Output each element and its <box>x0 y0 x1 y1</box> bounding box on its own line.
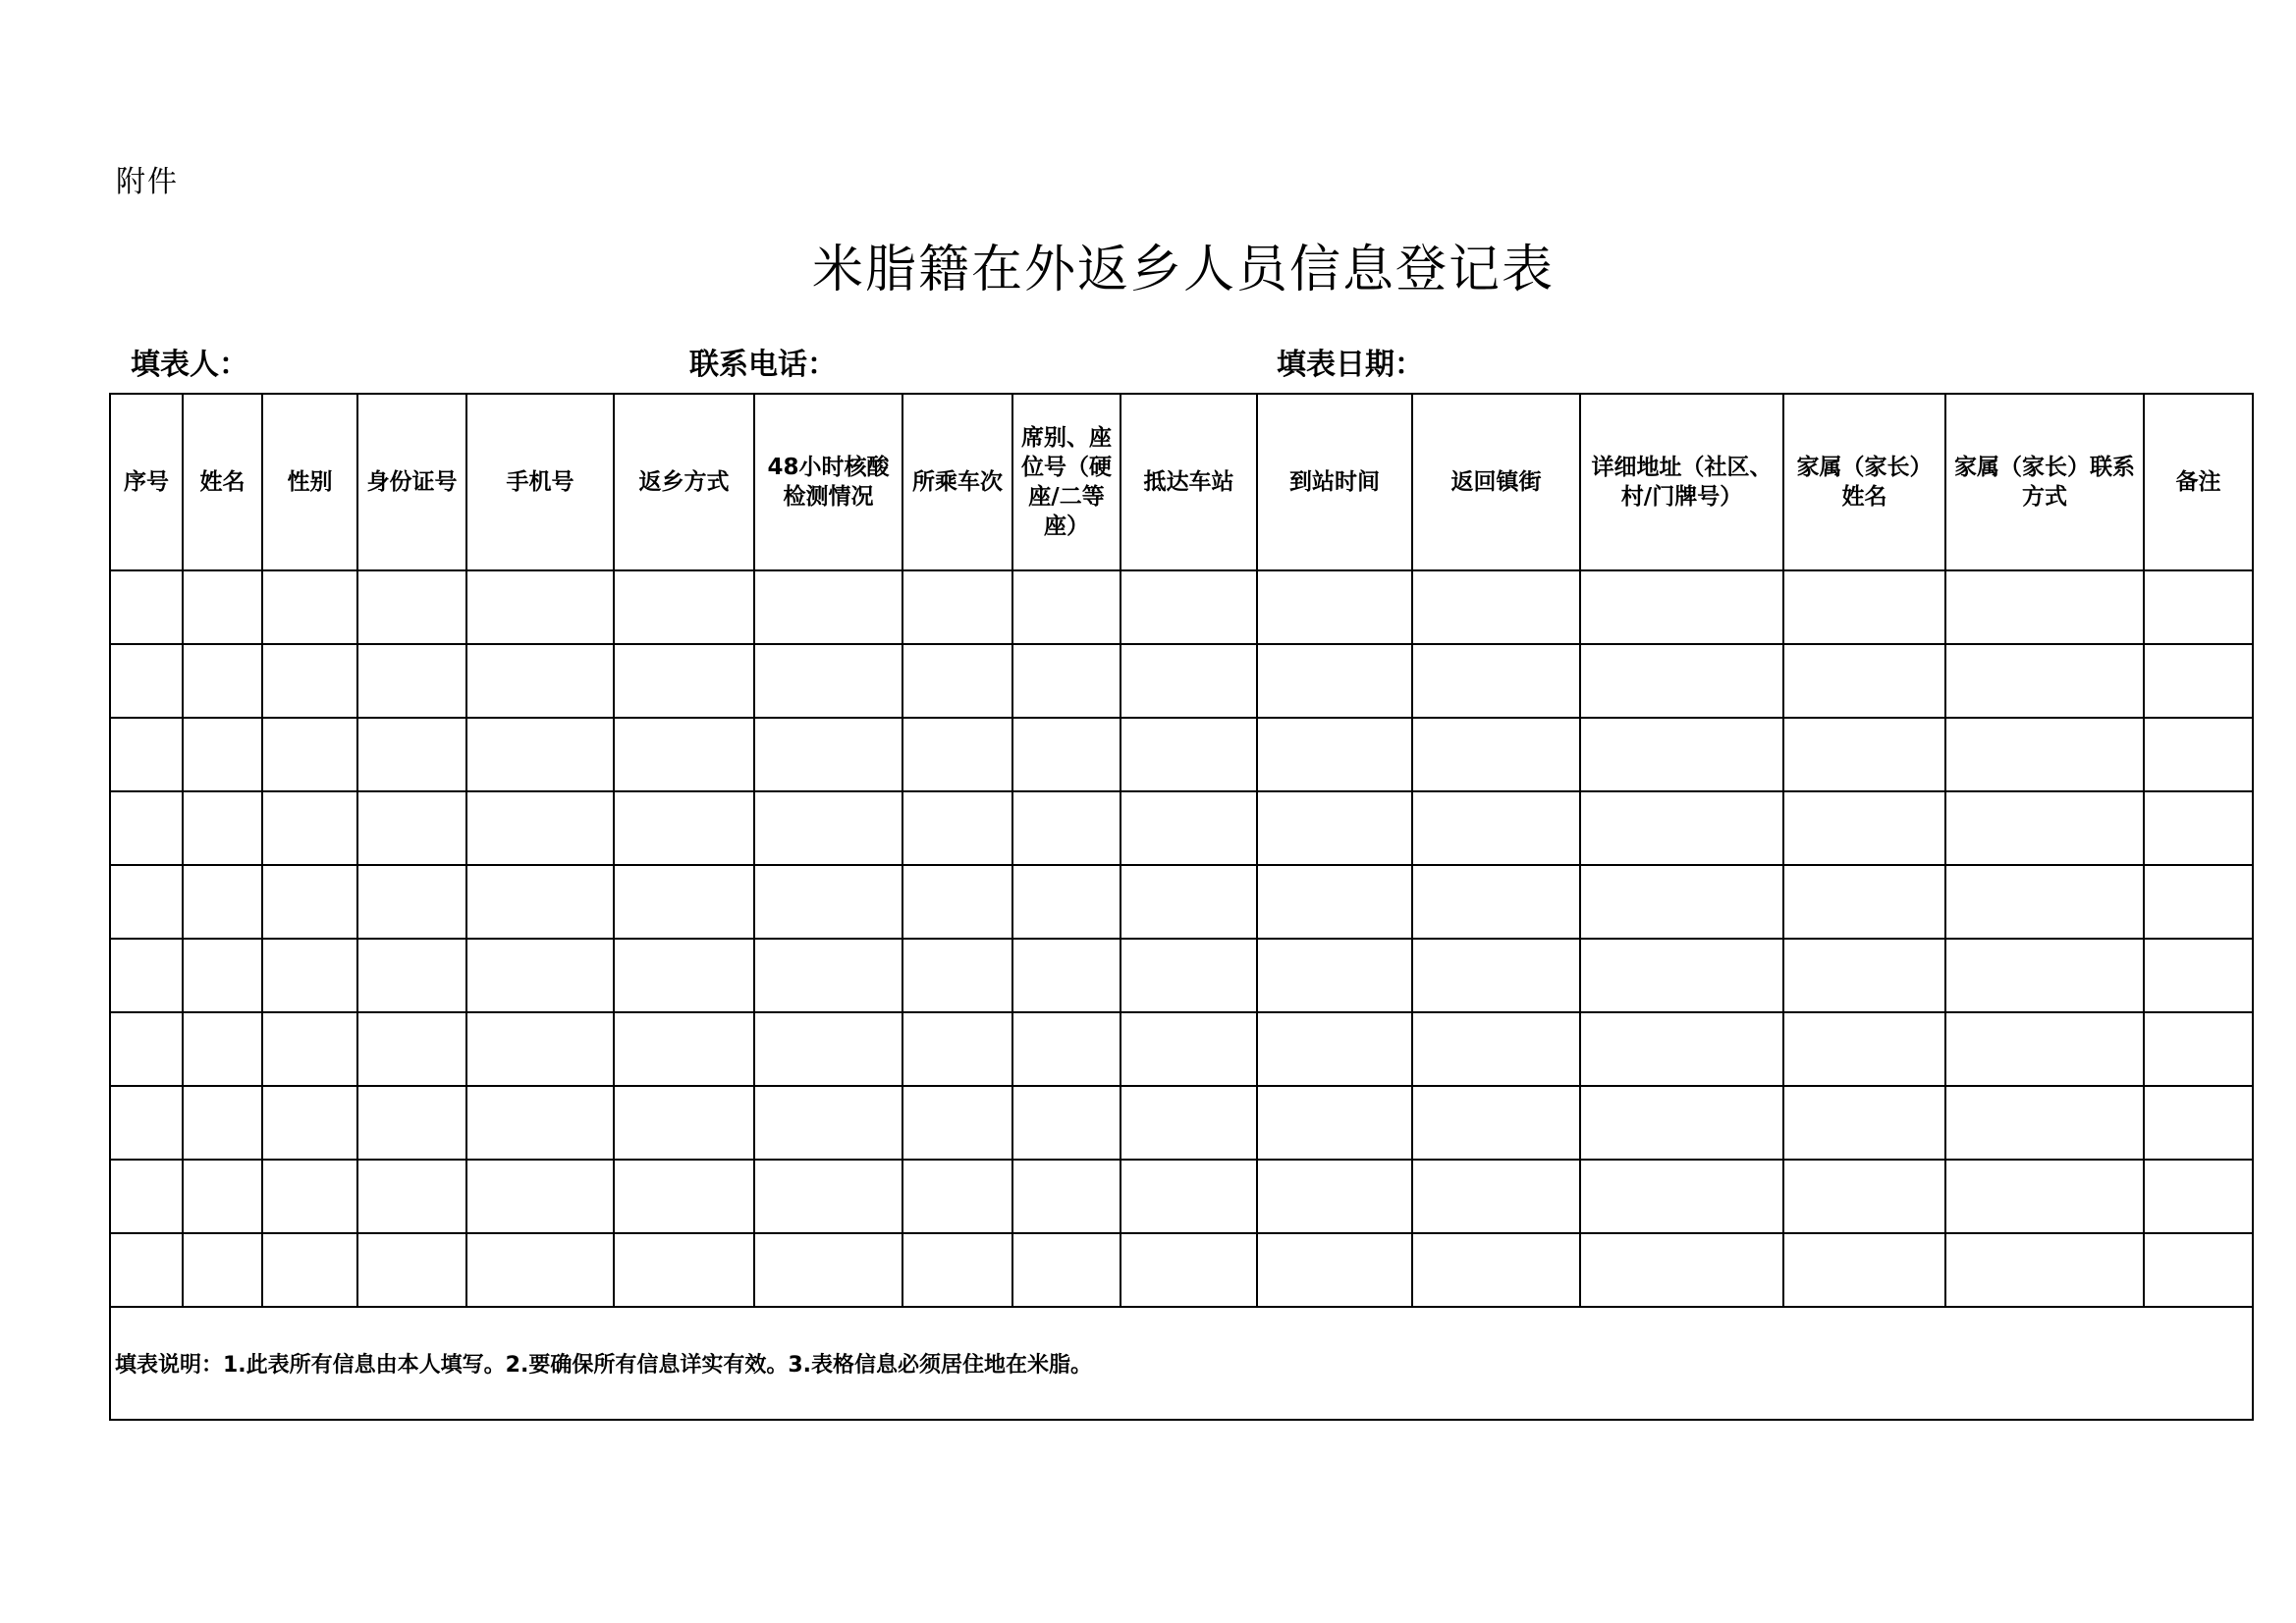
table-row <box>110 570 2253 644</box>
table-cell[interactable] <box>110 1012 183 1086</box>
table-cell[interactable] <box>754 570 902 644</box>
table-cell[interactable] <box>902 939 1012 1012</box>
table-cell[interactable] <box>1012 1233 1121 1307</box>
table-cell[interactable] <box>1257 570 1412 644</box>
table-cell[interactable] <box>1012 644 1121 718</box>
table-cell[interactable] <box>110 939 183 1012</box>
header-cell-family-contact: 家属（家长）联系方式 <box>1945 394 2144 570</box>
table-cell[interactable] <box>1945 939 2144 1012</box>
table-row <box>110 939 2253 1012</box>
table-cell[interactable] <box>1412 939 1580 1012</box>
table-cell[interactable] <box>262 865 357 939</box>
table-row <box>110 1160 2253 1233</box>
table-cell[interactable] <box>1945 1086 2144 1160</box>
table-cell[interactable] <box>1257 718 1412 791</box>
table-cell[interactable] <box>357 570 466 644</box>
table-cell[interactable] <box>183 570 262 644</box>
table-cell[interactable] <box>2144 570 2253 644</box>
table-cell[interactable] <box>1783 939 1945 1012</box>
table-cell[interactable] <box>1121 865 1257 939</box>
table-row <box>110 1086 2253 1160</box>
table-cell[interactable] <box>1121 1160 1257 1233</box>
table-cell[interactable] <box>2144 1233 2253 1307</box>
table-cell[interactable] <box>614 1086 754 1160</box>
table-cell[interactable] <box>2144 791 2253 865</box>
table-cell[interactable] <box>614 718 754 791</box>
header-cell-gender: 性别 <box>262 394 357 570</box>
header-cell-family-name: 家属（家长）姓名 <box>1783 394 1945 570</box>
notes-row <box>110 1307 2253 1420</box>
header-cell-serial: 序号 <box>110 394 183 570</box>
table-cell[interactable] <box>1412 1160 1580 1233</box>
table-cell[interactable] <box>1257 644 1412 718</box>
table-cell[interactable] <box>1257 939 1412 1012</box>
date-label: 填表日期： <box>1277 348 1424 382</box>
table-cell[interactable] <box>1580 1012 1783 1086</box>
table-cell[interactable] <box>183 791 262 865</box>
table-cell[interactable] <box>1257 791 1412 865</box>
table-cell[interactable] <box>466 939 614 1012</box>
table-cell[interactable] <box>1783 1086 1945 1160</box>
table-cell[interactable] <box>1783 570 1945 644</box>
table-cell[interactable] <box>1412 644 1580 718</box>
table-cell[interactable] <box>2144 1160 2253 1233</box>
table-cell[interactable] <box>262 1012 357 1086</box>
table-cell[interactable] <box>1012 1160 1121 1233</box>
table-cell[interactable] <box>1257 1012 1412 1086</box>
registration-table <box>109 393 2254 1421</box>
table-cell[interactable] <box>183 939 262 1012</box>
table-cell[interactable] <box>902 570 1012 644</box>
table-cell[interactable] <box>357 1012 466 1086</box>
table-cell[interactable] <box>2144 865 2253 939</box>
table-cell[interactable] <box>466 570 614 644</box>
table-cell[interactable] <box>1121 570 1257 644</box>
table-cell[interactable] <box>110 1160 183 1233</box>
table-cell[interactable] <box>357 718 466 791</box>
table-cell[interactable] <box>466 1233 614 1307</box>
table-cell[interactable] <box>110 865 183 939</box>
table-cell[interactable] <box>466 1160 614 1233</box>
table-cell[interactable] <box>183 1160 262 1233</box>
table-cell[interactable] <box>1012 865 1121 939</box>
table-cell[interactable] <box>1945 791 2144 865</box>
table-cell[interactable] <box>754 1160 902 1233</box>
table-cell[interactable] <box>1945 865 2144 939</box>
table-cell[interactable] <box>1012 1086 1121 1160</box>
table-cell[interactable] <box>466 1086 614 1160</box>
table-cell[interactable] <box>1412 718 1580 791</box>
table-cell[interactable] <box>1012 1012 1121 1086</box>
table-cell[interactable] <box>110 570 183 644</box>
header-cell-address: 详细地址（社区、村/门牌号） <box>1580 394 1783 570</box>
table-cell[interactable] <box>466 1012 614 1086</box>
table-cell[interactable] <box>902 1233 1012 1307</box>
table-cell[interactable] <box>1580 1160 1783 1233</box>
table-cell[interactable] <box>614 939 754 1012</box>
table-cell[interactable] <box>2144 718 2253 791</box>
table-row <box>110 718 2253 791</box>
table-cell[interactable] <box>466 644 614 718</box>
table-cell[interactable] <box>1012 939 1121 1012</box>
table-cell[interactable] <box>1580 644 1783 718</box>
table-cell[interactable] <box>183 865 262 939</box>
table-cell[interactable] <box>1257 1160 1412 1233</box>
table-cell[interactable] <box>262 1160 357 1233</box>
table-cell[interactable] <box>614 644 754 718</box>
table-cell[interactable] <box>262 1233 357 1307</box>
table-cell[interactable] <box>1012 718 1121 791</box>
header-cell-name: 姓名 <box>183 394 262 570</box>
form-title: 米脂籍在外返乡人员信息登记表 <box>811 241 1555 299</box>
header-cell-mobile: 手机号 <box>466 394 614 570</box>
table-cell[interactable] <box>262 791 357 865</box>
table-cell[interactable] <box>110 1233 183 1307</box>
table-cell[interactable] <box>183 644 262 718</box>
table-cell[interactable] <box>2144 1086 2253 1160</box>
table-cell[interactable] <box>357 1086 466 1160</box>
table-cell[interactable] <box>1121 718 1257 791</box>
table-cell[interactable] <box>754 644 902 718</box>
table-cell[interactable] <box>1412 570 1580 644</box>
table-cell[interactable] <box>754 865 902 939</box>
table-cell[interactable] <box>1012 570 1121 644</box>
table-cell[interactable] <box>466 718 614 791</box>
attachment-label: 附件 <box>116 165 179 199</box>
table-cell[interactable] <box>1257 865 1412 939</box>
table-cell[interactable] <box>1580 570 1783 644</box>
table-cell[interactable] <box>1012 791 1121 865</box>
header-cell-id-number: 身份证号 <box>357 394 466 570</box>
table-cell[interactable] <box>1121 791 1257 865</box>
table-row <box>110 1233 2253 1307</box>
table-cell[interactable] <box>1257 1233 1412 1307</box>
table-cell[interactable] <box>110 1086 183 1160</box>
table-row <box>110 1012 2253 1086</box>
table-cell[interactable] <box>110 791 183 865</box>
table-cell[interactable] <box>1945 1160 2144 1233</box>
table-cell[interactable] <box>466 865 614 939</box>
table-cell[interactable] <box>1121 1086 1257 1160</box>
table-cell[interactable] <box>902 718 1012 791</box>
table-cell[interactable] <box>1412 791 1580 865</box>
table-cell[interactable] <box>357 791 466 865</box>
table-cell[interactable] <box>1412 1233 1580 1307</box>
table-cell[interactable] <box>1945 1233 2144 1307</box>
table-cell[interactable] <box>1945 718 2144 791</box>
table-cell[interactable] <box>1580 718 1783 791</box>
table-cell[interactable] <box>614 865 754 939</box>
table-cell[interactable] <box>1945 570 2144 644</box>
table-cell[interactable] <box>183 1012 262 1086</box>
table-cell[interactable] <box>110 644 183 718</box>
table-cell[interactable] <box>1783 865 1945 939</box>
header-cell-seat: 席别、座位号（硬座/二等座） <box>1012 394 1121 570</box>
table-cell[interactable] <box>1257 1086 1412 1160</box>
table-cell[interactable] <box>466 791 614 865</box>
filler-label: 填表人： <box>131 348 248 382</box>
header-cell-travel-mode: 返乡方式 <box>614 394 754 570</box>
table-cell[interactable] <box>183 718 262 791</box>
table-cell[interactable] <box>1412 865 1580 939</box>
header-cell-remarks: 备注 <box>2144 394 2253 570</box>
table-cell[interactable] <box>262 939 357 1012</box>
table-cell[interactable] <box>357 865 466 939</box>
table-cell[interactable] <box>1783 718 1945 791</box>
table-cell[interactable] <box>1121 939 1257 1012</box>
table-cell[interactable] <box>1121 1233 1257 1307</box>
header-cell-town: 返回镇街 <box>1412 394 1580 570</box>
table-cell[interactable] <box>754 939 902 1012</box>
table-cell[interactable] <box>902 1086 1012 1160</box>
table-cell[interactable] <box>1580 1086 1783 1160</box>
table-cell[interactable] <box>1945 644 2144 718</box>
table-row <box>110 791 2253 865</box>
table-row <box>110 644 2253 718</box>
table-cell[interactable] <box>902 1012 1012 1086</box>
table-cell[interactable] <box>262 570 357 644</box>
header-cell-train-number: 所乘车次 <box>902 394 1012 570</box>
table-cell[interactable] <box>1121 1012 1257 1086</box>
table-cell[interactable] <box>614 1160 754 1233</box>
table-cell[interactable] <box>1580 865 1783 939</box>
table-cell[interactable] <box>902 865 1012 939</box>
table-cell[interactable] <box>357 1233 466 1307</box>
table-cell[interactable] <box>1412 1012 1580 1086</box>
table-cell[interactable] <box>1580 791 1783 865</box>
table-cell[interactable] <box>183 1233 262 1307</box>
table-cell[interactable] <box>902 791 1012 865</box>
table-cell[interactable] <box>754 718 902 791</box>
table-cell[interactable] <box>614 1233 754 1307</box>
table-cell[interactable] <box>2144 644 2253 718</box>
phone-label: 联系电话： <box>689 348 837 382</box>
table-cell[interactable] <box>1580 939 1783 1012</box>
table-cell[interactable] <box>1783 1160 1945 1233</box>
table-cell[interactable] <box>754 1012 902 1086</box>
table-cell[interactable] <box>262 1086 357 1160</box>
table-cell[interactable] <box>2144 939 2253 1012</box>
table-cell[interactable] <box>357 644 466 718</box>
header-row <box>110 394 2253 570</box>
table-cell[interactable] <box>1783 644 1945 718</box>
table-cell[interactable] <box>1783 1012 1945 1086</box>
table-row <box>110 865 2253 939</box>
table-cell[interactable] <box>754 1233 902 1307</box>
table-cell[interactable] <box>902 644 1012 718</box>
table-cell[interactable] <box>357 1160 466 1233</box>
table-cell[interactable] <box>754 1086 902 1160</box>
table-cell[interactable] <box>1783 791 1945 865</box>
table-cell[interactable] <box>183 1086 262 1160</box>
table-cell[interactable] <box>262 644 357 718</box>
table-cell[interactable] <box>262 718 357 791</box>
table-cell[interactable] <box>1945 1012 2144 1086</box>
table-cell[interactable] <box>2144 1012 2253 1086</box>
table-cell[interactable] <box>614 570 754 644</box>
header-cell-arrival-station: 抵达车站 <box>1121 394 1257 570</box>
table-cell[interactable] <box>754 791 902 865</box>
table-cell[interactable] <box>614 791 754 865</box>
header-cell-nucleic-test: 48小时核酸检测情况 <box>754 394 902 570</box>
table-cell[interactable] <box>1783 1233 1945 1307</box>
table-cell[interactable] <box>902 1160 1012 1233</box>
table-cell[interactable] <box>614 1012 754 1086</box>
table-cell[interactable] <box>110 718 183 791</box>
table-cell[interactable] <box>1580 1233 1783 1307</box>
header-cell-arrival-time: 到站时间 <box>1257 394 1412 570</box>
fill-instructions: 填表说明：1.此表所有信息由本人填写。2.要确保所有信息详实有效。3.表格信息必须居住地在米脂。 <box>110 1307 2253 1420</box>
table-cell[interactable] <box>1412 1086 1580 1160</box>
table-cell[interactable] <box>357 939 466 1012</box>
table-cell[interactable] <box>1121 644 1257 718</box>
